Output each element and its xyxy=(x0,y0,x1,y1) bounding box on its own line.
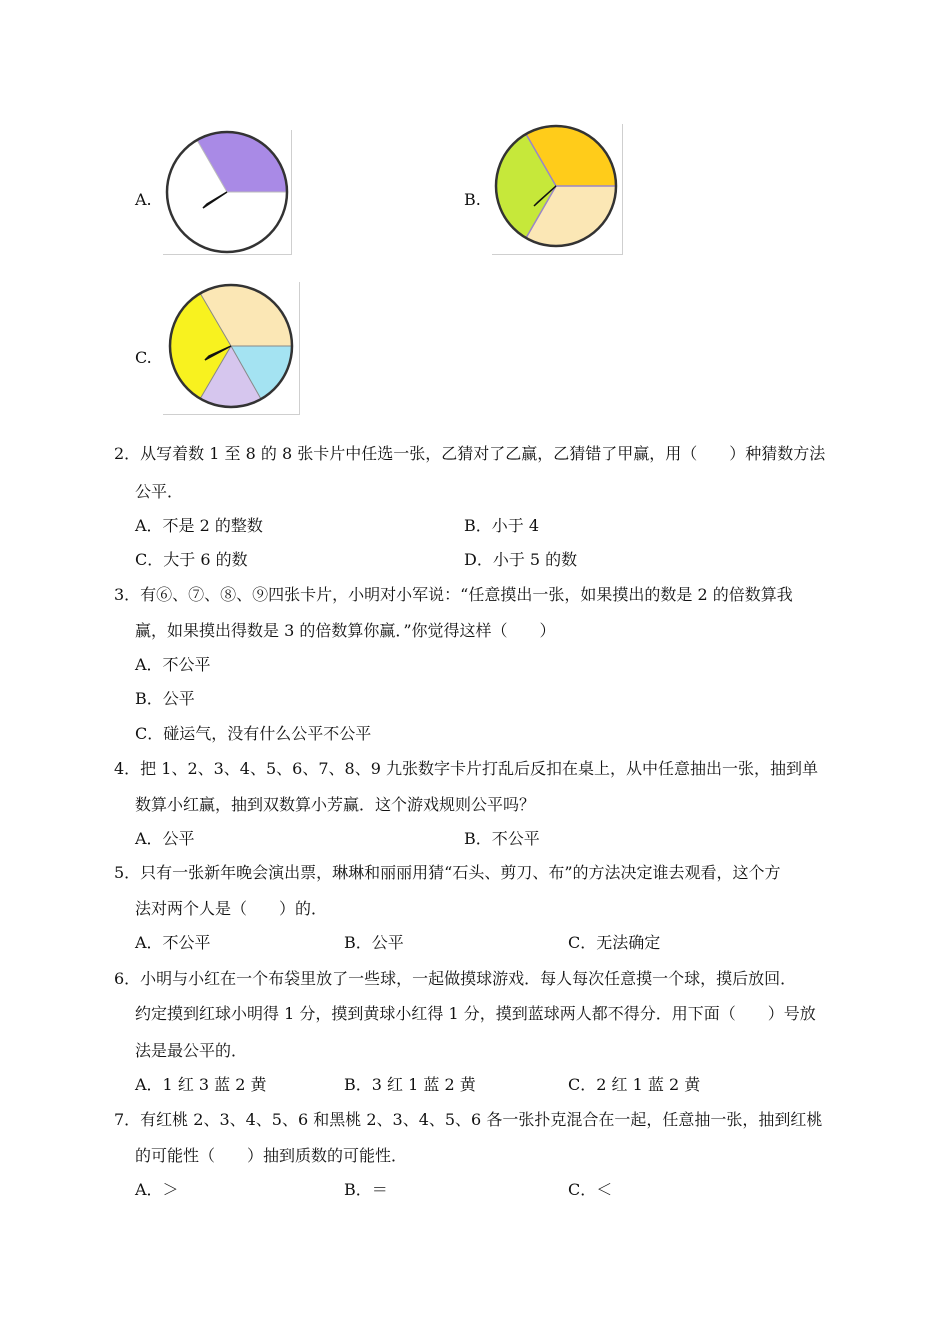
q2-option-c[interactable]: C．大于 6 的数 xyxy=(135,550,248,569)
q2-option-d[interactable]: D．小于 5 的数 xyxy=(464,550,578,569)
q7-stem-line1: 7．有红桃 2、3、4、5、6 和黑桃 2、3、4、5、6 各一张扑克混合在一起，任意抽一张，抽到红桃 xyxy=(114,1110,823,1129)
q3-option-a[interactable]: A．不公平 xyxy=(135,655,211,674)
q5-option-b[interactable]: B．公平 xyxy=(344,933,404,952)
q5-stem-line1: 5．只有一张新年晚会演出票，琳琳和丽丽用猜“石头、剪刀、布”的方法决定谁去观看，这个方 xyxy=(114,863,781,882)
q7-stem-line2: 的可能性（ ）抽到质数的可能性． xyxy=(135,1146,408,1165)
q6-stem-line2: 约定摸到红球小明得 1 分，摸到黄球小红得 1 分，摸到蓝球两人都不得分．用下面（ ）号放 xyxy=(135,1004,816,1023)
q2-stem-line2: 公平． xyxy=(135,482,184,501)
q4-option-a[interactable]: A．公平 xyxy=(135,829,195,848)
q3-stem-line1: 3．有⑥、⑦、⑧、⑨四张卡片，小明对小军说：“任意摸出一张，如果摸出的数是 2 的倍数算我 xyxy=(114,585,793,604)
spinner-c xyxy=(163,282,300,415)
q3-stem-line2: 赢，如果摸出得数是 3 的倍数算你赢．”你觉得这样（ ） xyxy=(135,621,556,640)
q7-option-a[interactable]: A．＞ xyxy=(135,1180,179,1199)
option-c-label[interactable]: C. xyxy=(135,348,152,367)
q7-option-b[interactable]: B．＝ xyxy=(344,1180,388,1199)
q4-option-b[interactable]: B．不公平 xyxy=(464,829,540,848)
q3-option-c[interactable]: C．碰运气，没有什么公平不公平 xyxy=(135,724,372,743)
q5-stem-line2: 法对两个人是（ ）的． xyxy=(135,899,328,918)
q3-option-b[interactable]: B．公平 xyxy=(135,689,195,708)
q6-option-a[interactable]: A．1 红 3 蓝 2 黄 xyxy=(135,1075,267,1094)
q5-option-c[interactable]: C．无法确定 xyxy=(568,933,661,952)
q5-option-a[interactable]: A．不公平 xyxy=(135,933,211,952)
option-b-label[interactable]: B. xyxy=(464,190,481,209)
spinner-a xyxy=(163,130,292,255)
q6-stem-line3: 法是最公平的． xyxy=(135,1041,248,1060)
q2-option-b[interactable]: B．小于 4 xyxy=(464,516,540,535)
q2-stem-line1: 2．从写着数 1 至 8 的 8 张卡片中任选一张，乙猜对了乙赢，乙猜错了甲赢，用（ ）种猜数方法 xyxy=(114,444,826,463)
option-a-label[interactable]: A. xyxy=(135,190,152,209)
q6-option-c[interactable]: C．2 红 1 蓝 2 黄 xyxy=(568,1075,701,1094)
q6-stem-line1: 6．小明与小红在一个布袋里放了一些球，一起做摸球游戏．每人每次任意摸一个球，摸后放回． xyxy=(114,969,797,988)
q6-option-b[interactable]: B．3 红 1 蓝 2 黄 xyxy=(344,1075,476,1094)
q4-stem-line2: 数算小红赢，抽到双数算小芳赢．这个游戏规则公平吗？ xyxy=(135,795,536,814)
q4-stem-line1: 4．把 1、2、3、4、5、6、7、8、9 九张数字卡片打乱后反扣在桌上，从中任意抽出一张，抽到单 xyxy=(114,759,818,778)
q2-option-a[interactable]: A．不是 2 的整数 xyxy=(135,516,263,535)
spinner-b xyxy=(492,124,623,255)
q7-option-c[interactable]: C．＜ xyxy=(568,1180,613,1199)
